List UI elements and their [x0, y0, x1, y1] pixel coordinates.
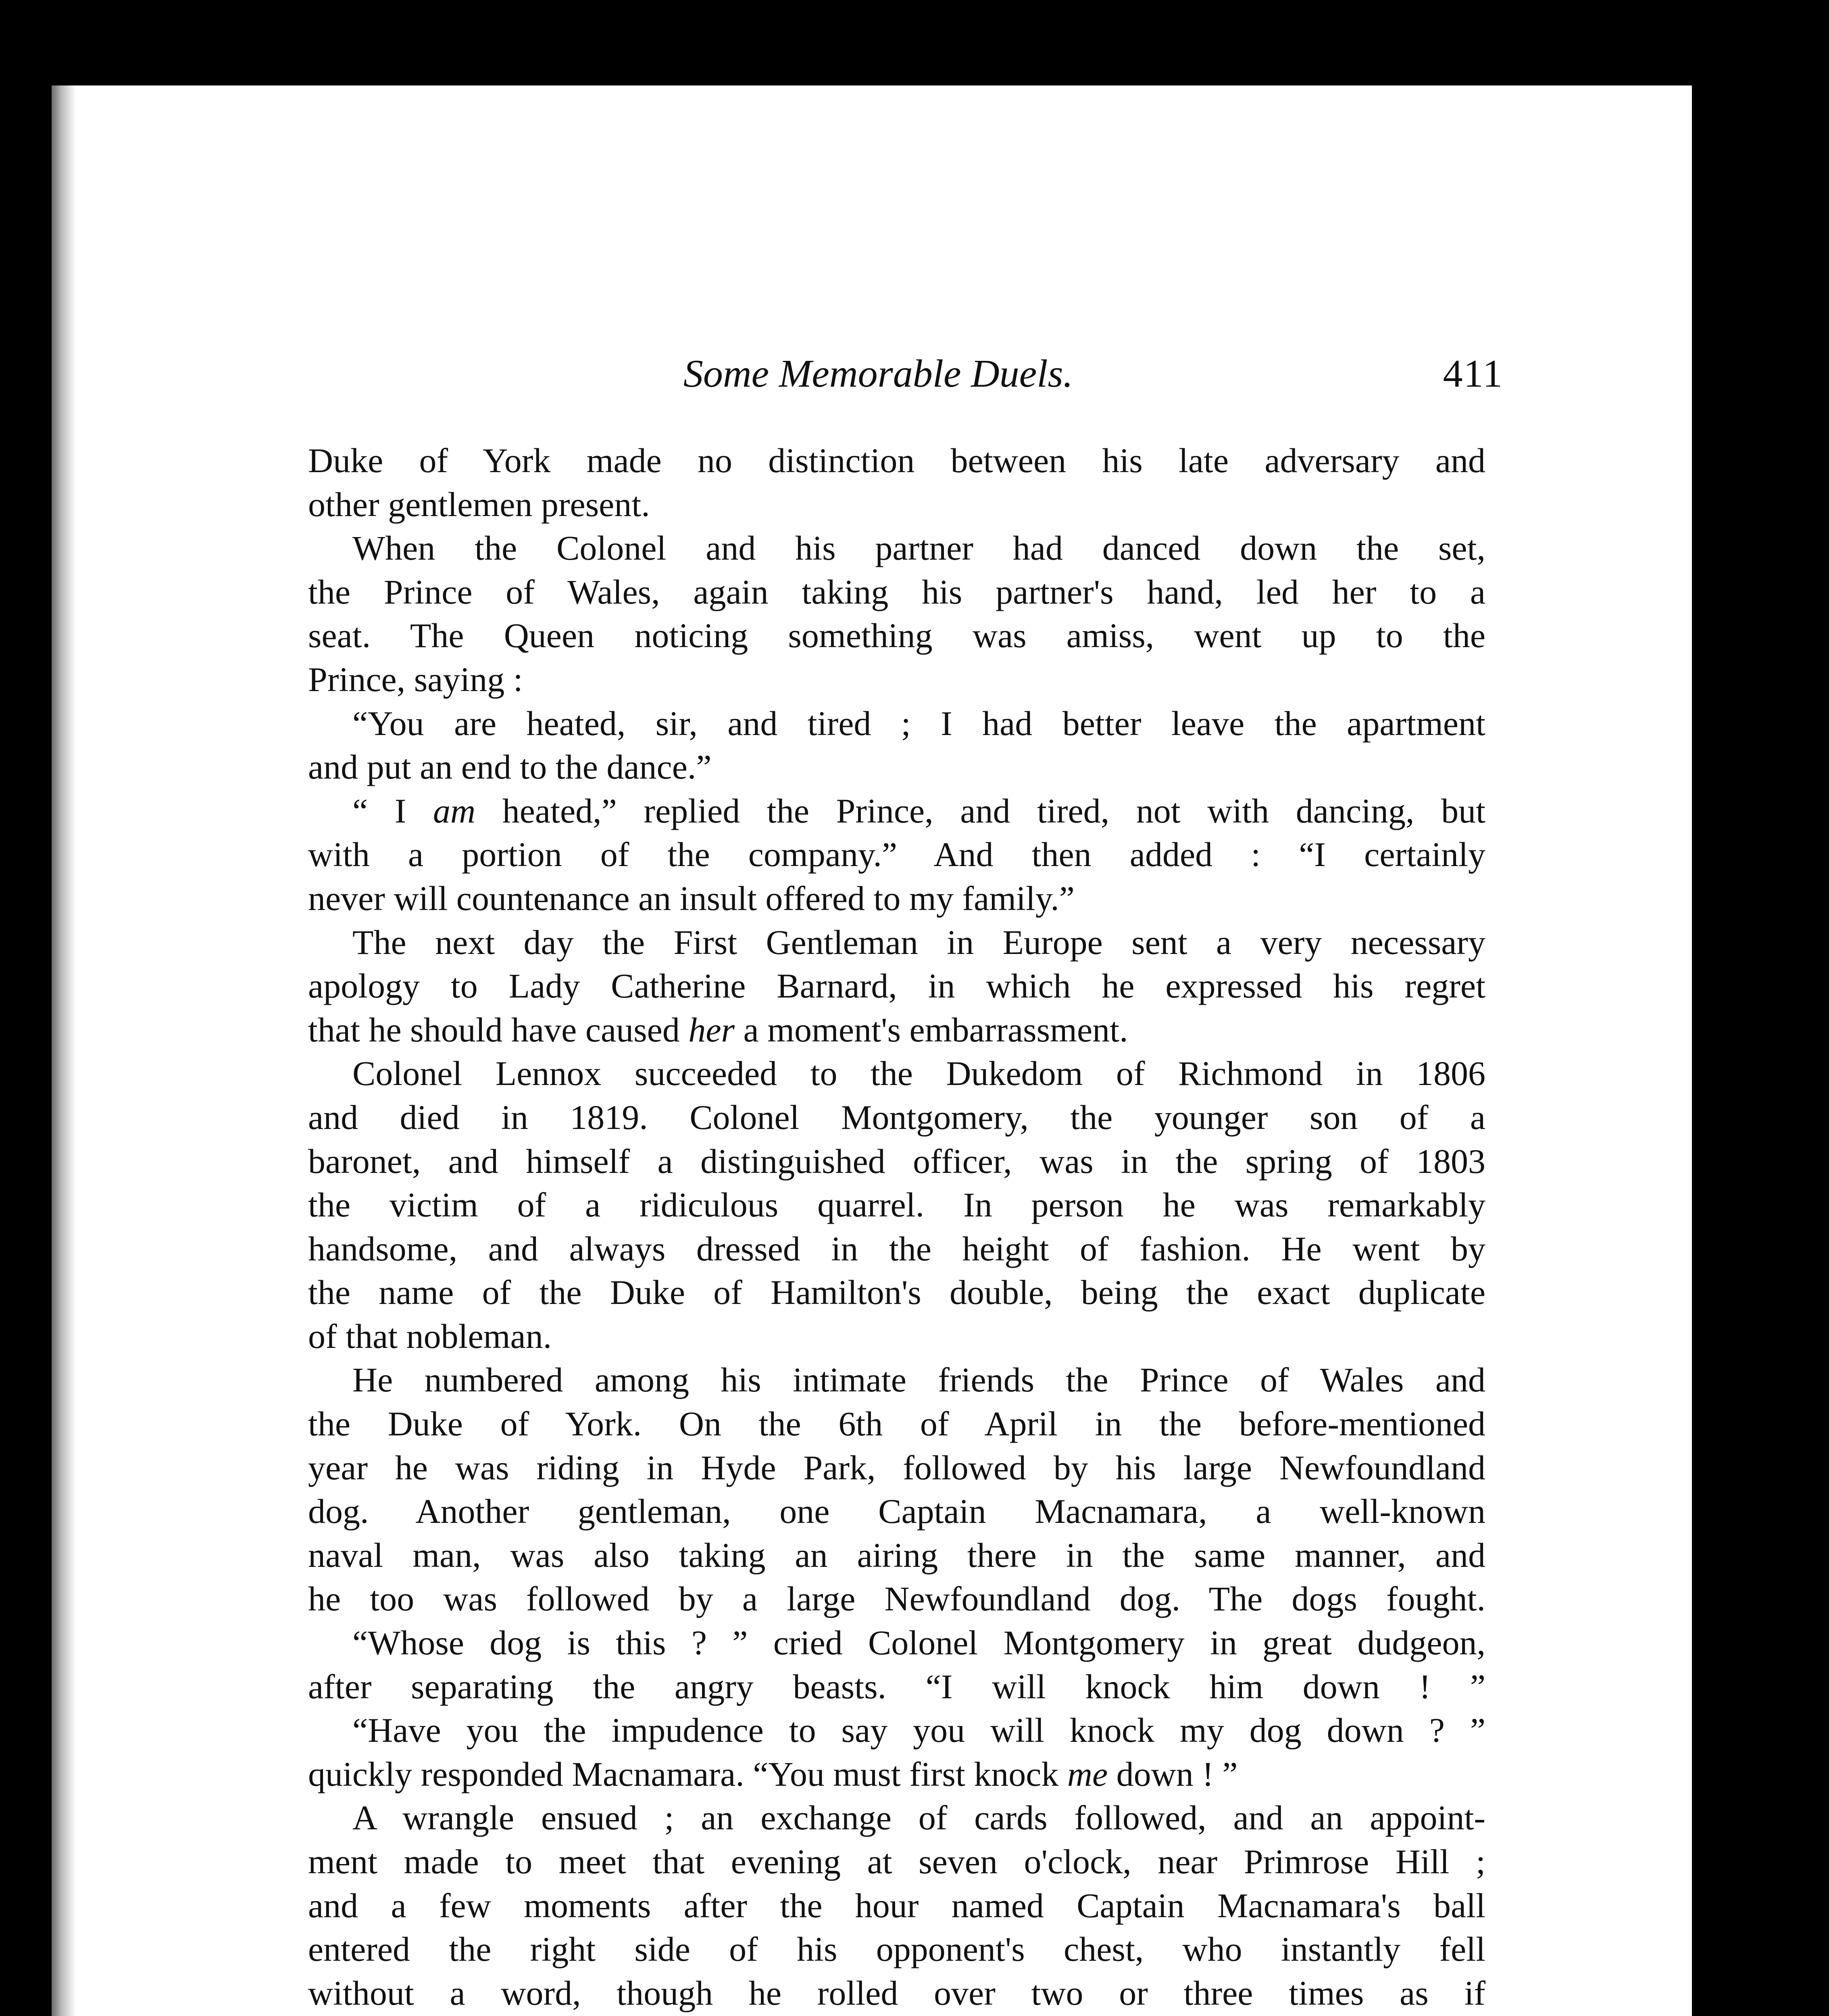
text-line: naval man, was also taking an airing there in the same manner, and — [308, 1535, 1485, 1574]
text-line: seat. The Queen noticing something was amiss, went up to the — [308, 616, 1485, 655]
text-run: quickly responded Macnamara. “You must first knock — [308, 1754, 1067, 1793]
text-line — [308, 1752, 1485, 1796]
text-line: and put an end to the dance.” — [308, 748, 712, 787]
text-line: He numbered among his intimate friends the Prince of Wales and — [352, 1360, 1485, 1400]
text-line — [308, 1008, 1485, 1052]
text-line: ment made to meet that evening at seven o'clock, near Primrose Hill ; — [308, 1842, 1485, 1881]
text-line: of that nobleman. — [308, 1316, 552, 1356]
text-line: dog. Another gentleman, one Captain Macnamara, a well-known — [308, 1492, 1485, 1531]
text-run: heated,” replied the Prince, and tired, not with dancing, but — [475, 791, 1485, 830]
text-line: and died in 1819. Colonel Montgomery, the younger son of a — [308, 1098, 1485, 1137]
page-number: 411 — [1443, 352, 1503, 396]
text-line: baronet, and himself a distinguished officer, was in the spring of 1803 — [308, 1141, 1485, 1181]
text-line: after separating the angry beasts. “I will knock him down ! ” — [308, 1667, 1485, 1706]
running-head — [253, 348, 1503, 400]
text-line: year he was riding in Hyde Park, followed by his large Newfoundland — [308, 1448, 1485, 1487]
book-page — [52, 85, 1692, 2016]
text-line: The next day the First Gentleman in Europe sent a very necessary — [352, 923, 1485, 962]
text-line: “You are heated, sir, and tired ; I had better leave the apartment — [352, 704, 1485, 743]
text-line: with a portion of the company.” And then added : “I certainly — [308, 835, 1485, 874]
text-line: entered the right side of his opponent's chest, who instantly fell — [308, 1930, 1485, 1969]
body-text — [308, 439, 1485, 2016]
italic-word: me — [1067, 1754, 1108, 1793]
text-run: a moment's embarrassment. — [734, 1010, 1128, 1049]
text-line: the name of the Duke of Hamilton's double, being the exact duplicate — [308, 1273, 1485, 1312]
italic-word: her — [688, 1010, 735, 1049]
text-line: without a word, though he rolled over two or three times as if — [308, 1973, 1485, 2012]
text-line: and a few moments after the hour named Captain Macnamara's ball — [308, 1886, 1485, 1925]
text-line: never will countenance an insult offered to my family.” — [308, 879, 1075, 918]
text-run: down ! ” — [1108, 1754, 1238, 1793]
italic-word: am — [433, 791, 476, 830]
text-line: other gentlemen present. — [308, 485, 650, 524]
text-line: he too was followed by a large Newfoundland dog. The dogs fought. — [308, 1579, 1485, 1618]
text-line: “Whose dog is this ? ” cried Colonel Montgomery in great dudgeon, — [352, 1623, 1485, 1662]
text-line: handsome, and always dressed in the height of fashion. He went by — [308, 1229, 1485, 1268]
text-run: “ I — [352, 791, 433, 830]
running-head-title: Some Memorable Duels. — [683, 352, 1073, 396]
text-line — [308, 789, 1485, 833]
text-line: Colonel Lennox succeeded to the Dukedom of Richmond in 1806 — [352, 1054, 1485, 1093]
text-line: apology to Lady Catherine Barnard, in which he expressed his regret — [308, 966, 1485, 1006]
text-line: “Have you the impudence to say you will knock my dog down ? ” — [352, 1711, 1485, 1750]
page-gutter-shadow — [52, 85, 76, 2016]
text-line: A wrangle ensued ; an exchange of cards followed, and an appoint- — [352, 1798, 1485, 1837]
text-run: that he should have caused — [308, 1010, 689, 1049]
text-line: the victim of a ridiculous quarrel. In person he was remarkably — [308, 1185, 1485, 1225]
text-line: the Prince of Wales, again taking his partner's hand, led her to a — [308, 572, 1485, 611]
text-line: Prince, saying : — [308, 660, 523, 699]
text-line: When the Colonel and his partner had danced down the set, — [352, 529, 1485, 568]
text-line: the Duke of York. On the 6th of April in the before-mentioned — [308, 1404, 1485, 1443]
text-line: Duke of York made no distinction between his late adversary and — [308, 441, 1485, 480]
